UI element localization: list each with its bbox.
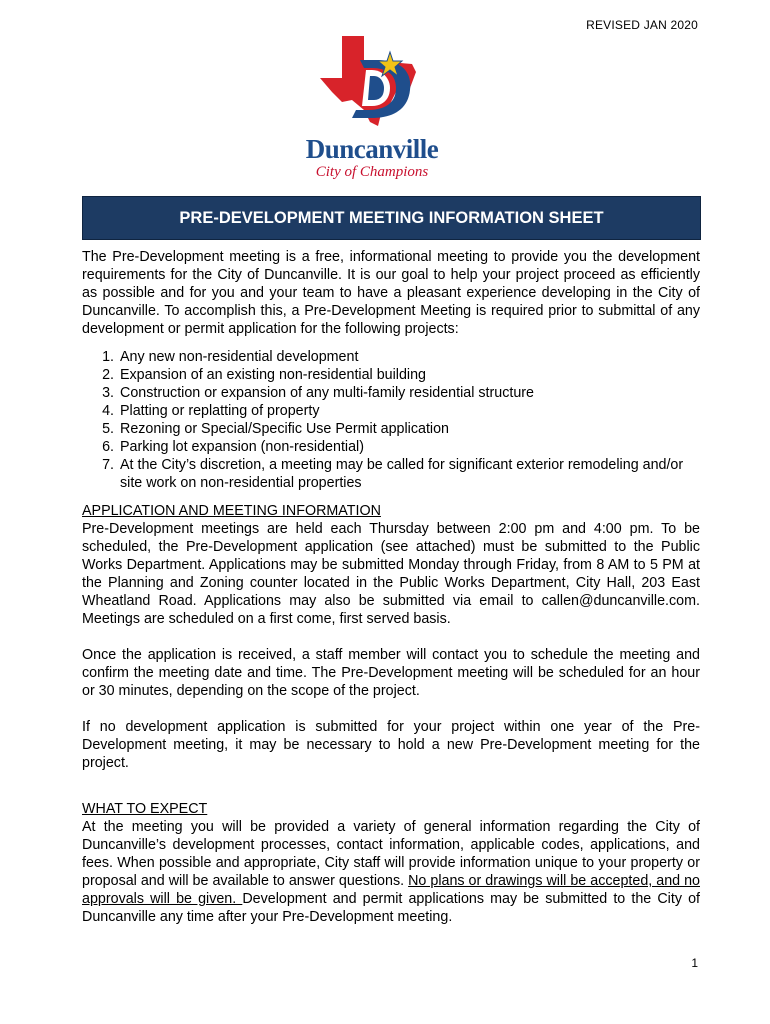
list-item: 7. At the City’s discretion, a meeting may be called for significant exterior remodeling and/or site work on non-residential properties — [118, 456, 700, 492]
revision-date: REVISED JAN 2020 — [586, 18, 698, 32]
document-body — [82, 248, 700, 926]
logo-tagline: City of Champions — [315, 164, 429, 180]
texas-d-emblem-icon — [312, 30, 432, 130]
application-paragraph-2: Once the application is received, a staff member will contact you to schedule the meeting and confirm the meeting date and time. The Pre-Development meeting will be scheduled for an hour or 30 minutes, depending on the scope of the project. — [82, 647, 700, 699]
duncanville-logo — [292, 30, 452, 180]
application-heading: APPLICATION AND MEETING INFORMATION — [82, 503, 381, 519]
application-paragraph-1: Pre-Development meetings are held each Thursday between 2:00 pm and 4:00 pm. To be scheduled, the Pre-Development application (see attached) must be submitted to the Public Works Department. Applications may be submitted Monday through Friday, from 8 AM to 5 PM at the Planning and Zoning counter located in the Public Works Department, City Hall, 203 East Wheatland Road. Applications may also be submitted via email to callen@duncanville.com. Meetings are scheduled on a first come, first served basis. — [82, 521, 700, 627]
list-item: 3. Construction or expansion of any multi-family residential structure — [118, 384, 700, 402]
project-list — [82, 348, 700, 492]
no-plans-notice: No plans or drawings will be accepted, and no approvals will be given. — [82, 873, 700, 907]
logo-name: Duncanville — [305, 134, 439, 164]
expect-heading: WHAT TO EXPECT — [82, 801, 208, 817]
intro-paragraph: The Pre-Development meeting is a free, informational meeting to provide you the development requirements for the City of Duncanville. It is our goal to help your project proceed as efficiently as possible and for you and your team to have a pleasant experience developing in the City of Duncanville. To accomplish this, a Pre-Development Meeting is required prior to submittal of any development or permit application for the following projects: — [82, 249, 700, 337]
expect-text: At the meeting you will be provided a variety of general information regarding the City of Duncanville’s development processes, contact information, applicable codes, applications, and fees. When possible and appropriate, City staff will provide information unique to your property or proposal and will be available to answer questions. — [82, 819, 700, 889]
list-item: 6. Parking lot expansion (non-residential) — [118, 438, 700, 456]
list-item: 2. Expansion of an existing non-residential building — [118, 366, 700, 384]
document-title — [82, 196, 701, 240]
document-title-text: PRE-DEVELOPMENT MEETING INFORMATION SHEET — [179, 208, 604, 227]
list-item: 4. Platting or replatting of property — [118, 402, 700, 420]
application-paragraph-3: If no development application is submitted for your project within one year of the Pre-Development meeting, it may be necessary to hold a new Pre-Development meeting for the project. — [82, 719, 700, 771]
expect-paragraph — [82, 818, 700, 926]
list-item: 5. Rezoning or Special/Specific Use Permit application — [118, 420, 700, 438]
expect-text-end: Development and permit applications may be submitted to the City of Duncanville any time after your Pre-Development meeting. — [82, 891, 700, 925]
list-item: 1. Any new non-residential development — [118, 348, 700, 366]
page-number: 1 — [691, 956, 698, 970]
